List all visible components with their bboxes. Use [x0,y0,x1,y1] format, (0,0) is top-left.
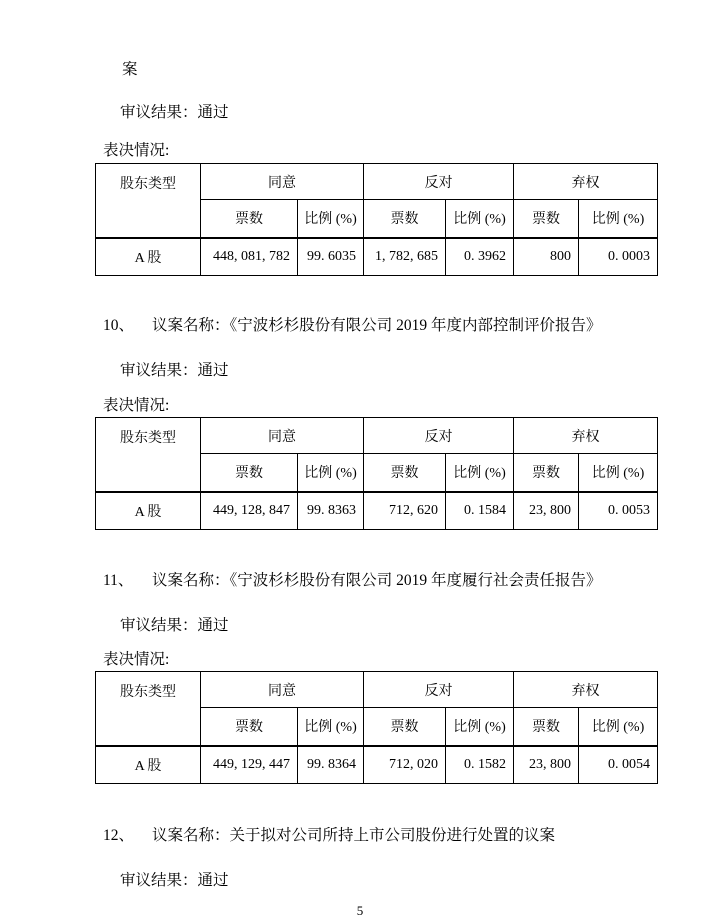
proposal-title: 议案名称：《宁波杉杉股份有限公司 2019 年度内部控制评价报告》 [152,317,602,334]
ratio-header: 比例 (%) [298,708,364,746]
votes-header: 票数 [201,708,298,746]
voting-table-1 [95,163,658,276]
against-ratio-cell: 0. 1582 [446,746,514,784]
shareholder-type-cell: A 股 [96,746,201,784]
voting-table-2 [95,417,658,530]
proposal-number: 11、 [103,572,134,589]
proposal-title: 议案名称：关于拟对公司所持上市公司股份进行处置的议案 [152,827,556,844]
agree-ratio-cell: 99. 6035 [298,238,364,276]
review-result-text: 审议结果：通过 [120,104,229,121]
against-header: 反对 [364,418,514,454]
abstain-ratio-cell: 0. 0053 [579,492,658,530]
against-header: 反对 [364,164,514,200]
votes-header: 票数 [364,708,446,746]
review-result-text: 审议结果：通过 [120,362,229,379]
abstain-header: 弃权 [514,672,658,708]
agree-header: 同意 [201,672,364,708]
proposal-number: 12、 [103,827,135,844]
abstain-votes-cell: 23, 800 [514,746,579,784]
agree-votes-cell: 449, 128, 847 [201,492,298,530]
proposal-heading [103,317,602,334]
agree-ratio-cell: 99. 8364 [298,746,364,784]
ratio-header: 比例 (%) [446,708,514,746]
agree-votes-cell: 448, 081, 782 [201,238,298,276]
votes-header: 票数 [514,454,579,492]
ratio-header: 比例 (%) [579,200,658,238]
against-header: 反对 [364,672,514,708]
shareholder-type-cell: A 股 [96,492,201,530]
votes-header: 票数 [201,200,298,238]
abstain-ratio-cell: 0. 0003 [579,238,658,276]
abstain-ratio-cell: 0. 0054 [579,746,658,784]
proposal-heading [103,827,555,844]
voting-status-label: 表决情况: [103,142,170,159]
ratio-header: 比例 (%) [446,454,514,492]
abstain-votes-cell: 23, 800 [514,492,579,530]
review-result-text: 审议结果：通过 [120,617,229,634]
abstain-header: 弃权 [514,164,658,200]
ratio-header: 比例 (%) [446,200,514,238]
against-votes-cell: 712, 020 [364,746,446,784]
against-votes-cell: 712, 620 [364,492,446,530]
proposal-title: 议案名称：《宁波杉杉股份有限公司 2019 年度履行社会责任报告》 [152,572,602,589]
review-result-text: 审议结果：通过 [120,872,229,889]
agree-ratio-cell: 99. 8363 [298,492,364,530]
agree-header: 同意 [201,418,364,454]
votes-header: 票数 [514,200,579,238]
ratio-header: 比例 (%) [298,200,364,238]
ratio-header: 比例 (%) [298,454,364,492]
voting-status-label: 表决情况: [103,397,170,414]
shareholder-type-header: 股东类型 [96,418,201,492]
votes-header: 票数 [201,454,298,492]
votes-header: 票数 [364,200,446,238]
voting-status-label: 表决情况: [103,651,170,668]
votes-header: 票数 [514,708,579,746]
against-ratio-cell: 0. 3962 [446,238,514,276]
shareholder-type-cell: A 股 [96,238,201,276]
abstain-header: 弃权 [514,418,658,454]
against-ratio-cell: 0. 1584 [446,492,514,530]
shareholder-type-header: 股东类型 [96,672,201,746]
page-number: 5 [356,903,364,918]
against-votes-cell: 1, 782, 685 [364,238,446,276]
ratio-header: 比例 (%) [579,454,658,492]
proposal-number: 10、 [103,317,135,334]
table-row [96,238,658,276]
table-row [96,492,658,530]
abstain-votes-cell: 800 [514,238,579,276]
voting-table-3 [95,671,658,784]
votes-header: 票数 [364,454,446,492]
agree-header: 同意 [201,164,364,200]
table-row [96,746,658,784]
proposal-heading [103,572,602,589]
proposal-title-tail: 案 [122,61,138,78]
agree-votes-cell: 449, 129, 447 [201,746,298,784]
ratio-header: 比例 (%) [579,708,658,746]
shareholder-type-header: 股东类型 [96,164,201,238]
